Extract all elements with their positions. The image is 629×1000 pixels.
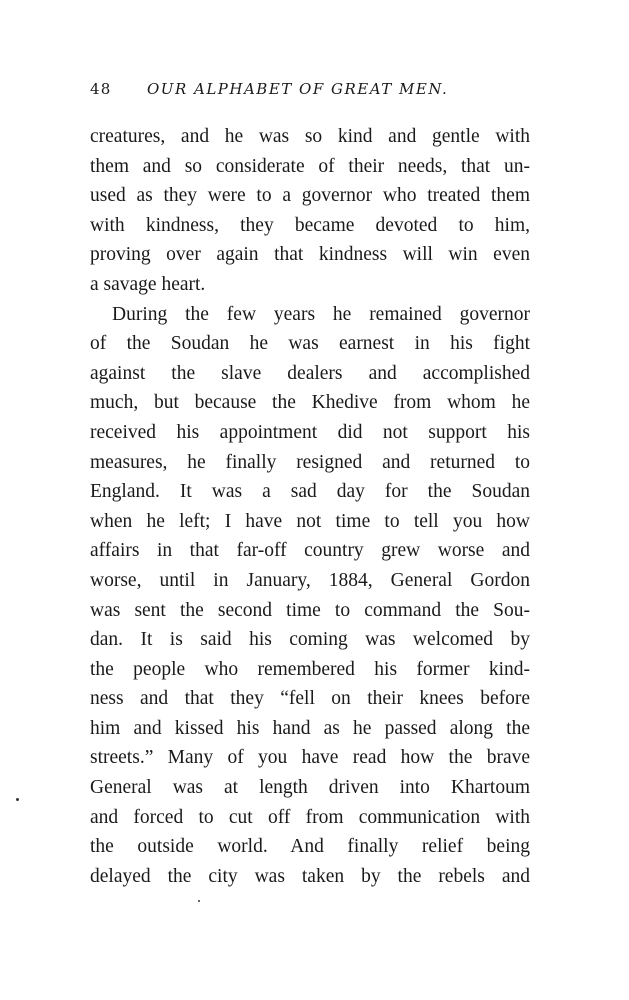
text-line: much, but because the Khedive from whom he: [90, 392, 530, 414]
paragraph-first-line: During the few years he remained governor: [112, 303, 530, 325]
text-line: General was at length driven into Khartoum: [90, 777, 530, 799]
text-line: England. It was a sad day for the Soudan: [90, 481, 530, 503]
running-header: [90, 80, 530, 100]
text-line: received his appointment did not support his: [90, 421, 530, 443]
text-line: a savage heart.: [90, 273, 206, 295]
text-line: measures, he finally resigned and returned to: [90, 451, 530, 473]
text-line: proving over again that kindness will win even: [90, 244, 530, 266]
text-line: him and kissed his hand as he passed along the: [90, 717, 530, 739]
running-title: OUR ALPHABET OF GREAT MEN.: [147, 80, 449, 98]
text-line: when he left; I have not time to tell you how: [90, 510, 530, 532]
text-line: streets.” Many of you have read how the brave: [90, 747, 530, 769]
text-line: of the Soudan he was earnest in his fight: [90, 333, 530, 355]
text-line: affairs in that far-off country grew worse and: [90, 540, 530, 562]
text-line: creatures, and he was so kind and gentle with: [90, 126, 530, 147]
paper-speck: [198, 900, 200, 902]
text-line: dan. It is said his coming was welcomed by: [90, 629, 530, 651]
text-line: against the slave dealers and accomplished: [90, 362, 530, 384]
text-line: delayed the city was taken by the rebels and: [90, 865, 530, 887]
text-line: and forced to cut off from communication with: [90, 806, 530, 828]
body-text: [90, 122, 530, 891]
text-line: ness and that they “fell on their knees before: [90, 688, 530, 710]
text-line: the outside world. And finally relief being: [90, 836, 530, 858]
text-line: them and so considerate of their needs, that un-: [90, 155, 530, 177]
text-line: used as they were to a governor who treated them: [90, 185, 530, 207]
text-line: worse, until in January, 1884, General Gordon: [90, 569, 530, 591]
text-line: with kindness, they became devoted to him,: [90, 214, 530, 236]
page-number: 48: [90, 80, 112, 98]
text-line: the people who remembered his former kind-: [90, 658, 530, 680]
text-line: was sent the second time to command the Sou-: [90, 599, 530, 621]
paper-speck: [16, 798, 19, 801]
